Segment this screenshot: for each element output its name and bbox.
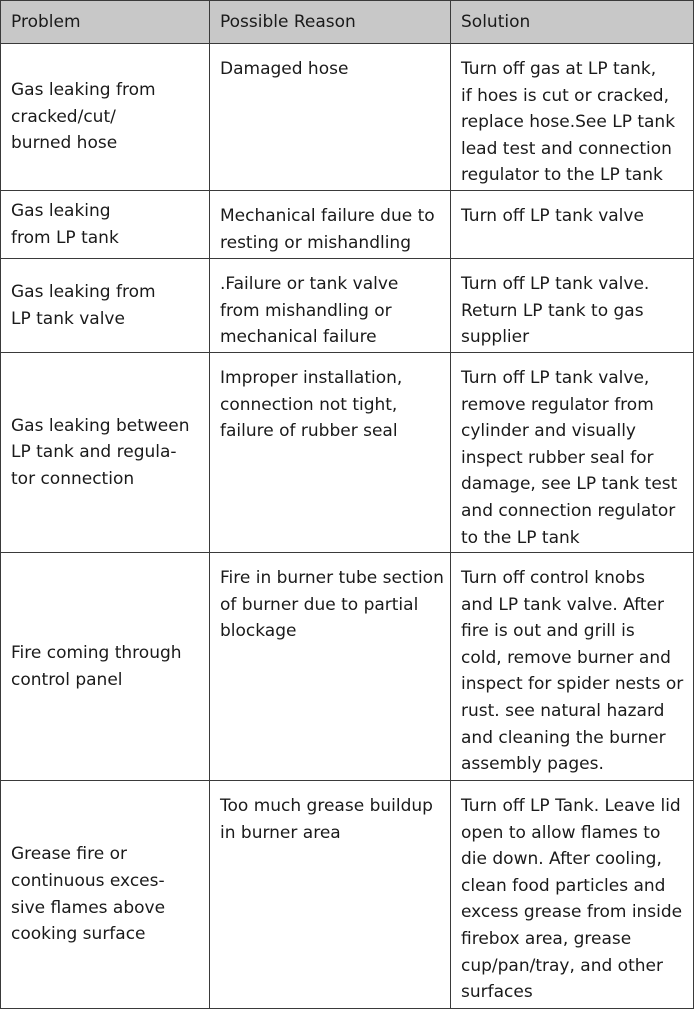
solution-cell: Turn off LP Tank. Leave lid open to allow flames to die down. After cooling, clean food particles and excess grease from inside firebox area, grease cup/pan/tray, and other surfaces <box>451 781 694 1009</box>
problem-cell: Gas leaking between LP tank and regula- tor connection <box>1 353 210 553</box>
problem-cell: Fire coming through control panel <box>1 553 210 781</box>
header-problem: Problem <box>1 1 210 44</box>
reason-cell: Mechanical failure due to resting or mishandling <box>210 191 451 259</box>
header-row <box>1 1 694 44</box>
problem-cell: Grease fire or continuous exces- sive flames above cooking surface <box>1 781 210 1009</box>
table-row <box>1 353 694 553</box>
reason-cell: Improper installation, connection not tight, failure of rubber seal <box>210 353 451 553</box>
reason-cell: Too much grease buildup in burner area <box>210 781 451 1009</box>
reason-cell: .Failure or tank valve from mishandling or mechanical failure <box>210 259 451 353</box>
solution-cell: Turn off control knobs and LP tank valve. After fire is out and grill is cold, remove burner and inspect for spider nests or rust. see natural hazard and cleaning the burner assembly pages. <box>451 553 694 781</box>
solution-cell: Turn off gas at LP tank, if hoes is cut or cracked, replace hose.See LP tank lead test and connection regulator to the LP tank <box>451 44 694 191</box>
problem-cell: Gas leaking from LP tank <box>1 191 210 259</box>
table-row <box>1 781 694 1009</box>
reason-cell: Fire in burner tube section of burner due to partial blockage <box>210 553 451 781</box>
solution-cell: Turn off LP tank valve <box>451 191 694 259</box>
problem-cell: Gas leaking from LP tank valve <box>1 259 210 353</box>
header-solution: Solution <box>451 1 694 44</box>
reason-cell: Damaged hose <box>210 44 451 191</box>
table-row <box>1 191 694 259</box>
table-body <box>1 44 694 1009</box>
table-row <box>1 553 694 781</box>
table-row <box>1 259 694 353</box>
header-possible-reason: Possible Reason <box>210 1 451 44</box>
table-row <box>1 44 694 191</box>
table-header <box>1 1 694 44</box>
problem-cell: Gas leaking from cracked/cut/ burned hose <box>1 44 210 191</box>
solution-cell: Turn off LP tank valve. Return LP tank to gas supplier <box>451 259 694 353</box>
solution-cell: Turn off LP tank valve, remove regulator from cylinder and visually inspect rubber seal for damage, see LP tank test and connection regulator to the LP tank <box>451 353 694 553</box>
